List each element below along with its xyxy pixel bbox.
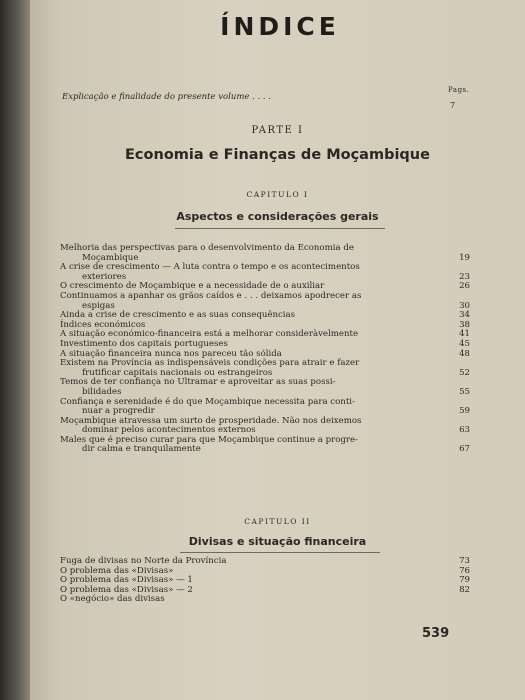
toc-entry: [60, 398, 470, 417]
part-label: PARTE I: [251, 125, 304, 136]
toc-entry-page: 19: [459, 252, 470, 263]
toc-entry-text: A situação financeira nunca nos pareceu tão sólida: [60, 348, 282, 359]
toc-entry-page: 30: [459, 300, 470, 311]
toc-entry-page: 45: [459, 338, 470, 349]
toc-entry-text: Investimento dos capitais portugueses: [60, 338, 228, 349]
toc-entry: [60, 436, 470, 455]
toc-entry: [60, 263, 470, 282]
toc-entry-page: 67: [459, 444, 470, 455]
toc-entry-text: Confiança e serenidade é do que Moçambique necessita para conti-: [60, 396, 355, 407]
toc-entry-text: Existem na Província as indispensáveis condições para atrair e fazer: [60, 358, 360, 369]
part-title: Economia e Finanças de Moçambique: [125, 147, 430, 163]
toc-entry-text: O problema das «Divisas»: [60, 565, 174, 576]
toc-entry-continuation: dir calma e tranquilamente: [82, 444, 201, 455]
toc-entry-text: Moçambique atravessa um surto de prosperidade. Não nos deixemos: [60, 415, 362, 426]
toc-entry-page: 23: [459, 271, 470, 282]
toc-entry-page: 63: [459, 425, 470, 436]
toc-entry-text: Índices económicos: [60, 319, 146, 330]
toc-entry-text: O «negócio» das divisas: [60, 594, 165, 605]
toc-entry-text: Melhoria das perspectivas para o desenvolvimento da Economia de: [60, 243, 354, 253]
chapter-2-entries: [60, 557, 470, 605]
toc-entry-page: 38: [459, 319, 470, 330]
toc-entry-page: 59: [459, 406, 470, 417]
toc-entry-text: O crescimento de Moçambique e a necessidade de o auxiliar: [60, 281, 325, 292]
toc-entry-text: Fuga de divisas no Norte da Província: [60, 556, 227, 566]
toc-entry-text: A situação económico-financeira está a melhorar consideràvelmente: [60, 329, 359, 340]
toc-entry-page: 73: [459, 556, 470, 566]
toc-entry-page: 48: [459, 348, 470, 359]
intro-entry-text: Explicação e finalidade do presente volume . . . .: [62, 92, 272, 102]
toc-entry-page: 76: [459, 565, 470, 576]
toc-entry-text: Temos de ter confiança no Ultramar e aproveitar as suas possi-: [60, 377, 336, 388]
toc-entry-page: 52: [459, 367, 470, 378]
toc-entry: [60, 595, 470, 605]
toc-entry-text: Males que é preciso curar para que Moçambique continue a progre-: [60, 434, 359, 445]
book-page: [30, 0, 525, 700]
toc-entry-continuation: dominar pelos acontecimentos externos: [82, 425, 256, 436]
toc-entry-text: O problema das «Divisas» — 2: [60, 584, 193, 595]
toc-entry: [60, 244, 470, 263]
toc-entry-continuation: nuar a progredir: [82, 406, 155, 417]
toc-entry-page: 41: [459, 329, 470, 340]
toc-entry-text: Ainda a crise de crescimento e as suas consequências: [60, 310, 296, 321]
intro-entry-page: 7: [450, 101, 456, 110]
toc-entry-continuation: frutificar capitais nacionais ou estrangeiros: [82, 367, 273, 378]
page-number: 539: [422, 626, 450, 641]
chapter-1-entries: [60, 244, 470, 455]
toc-entry-page: 79: [459, 575, 470, 586]
toc-entry-page: 55: [459, 386, 470, 397]
chapter-2-rule: [180, 552, 380, 553]
toc-entry: [60, 417, 470, 436]
toc-entry-page: 34: [459, 310, 470, 321]
toc-entry-page: 82: [459, 584, 470, 595]
toc-entry-text: Continuamos a apanhar os grãos caídos e . . . deixamos apodrecer as: [60, 290, 362, 301]
toc-entry-continuation: Moçambique: [82, 252, 139, 263]
toc-entry-text: O problema das «Divisas» — 1: [60, 575, 193, 586]
toc-entry: [60, 378, 470, 397]
chapter-2-title: Divisas e situação financeira: [188, 535, 367, 548]
chapter-2-label: CAPITULO II: [244, 517, 311, 526]
toc-entry-text: A crise de crescimento — A luta contra o tempo e os acontecimentos: [60, 262, 360, 273]
toc-entry-continuation: espigas: [82, 300, 115, 311]
toc-entry-page: 26: [459, 281, 470, 292]
book-gutter: [0, 0, 30, 700]
toc-entry: [60, 359, 470, 378]
toc-entry-continuation: bilidades: [82, 386, 122, 397]
page-title: ÍNDICE: [220, 12, 340, 41]
chapter-1-title: Aspectos e considerações gerais: [176, 210, 379, 223]
chapter-1-label: CAPITULO I: [246, 190, 309, 199]
chapter-1-rule: [175, 228, 385, 229]
toc-entry: [60, 292, 470, 311]
toc-entry-continuation: exteriores: [82, 271, 127, 282]
pages-column-label: Pags.: [448, 86, 470, 94]
